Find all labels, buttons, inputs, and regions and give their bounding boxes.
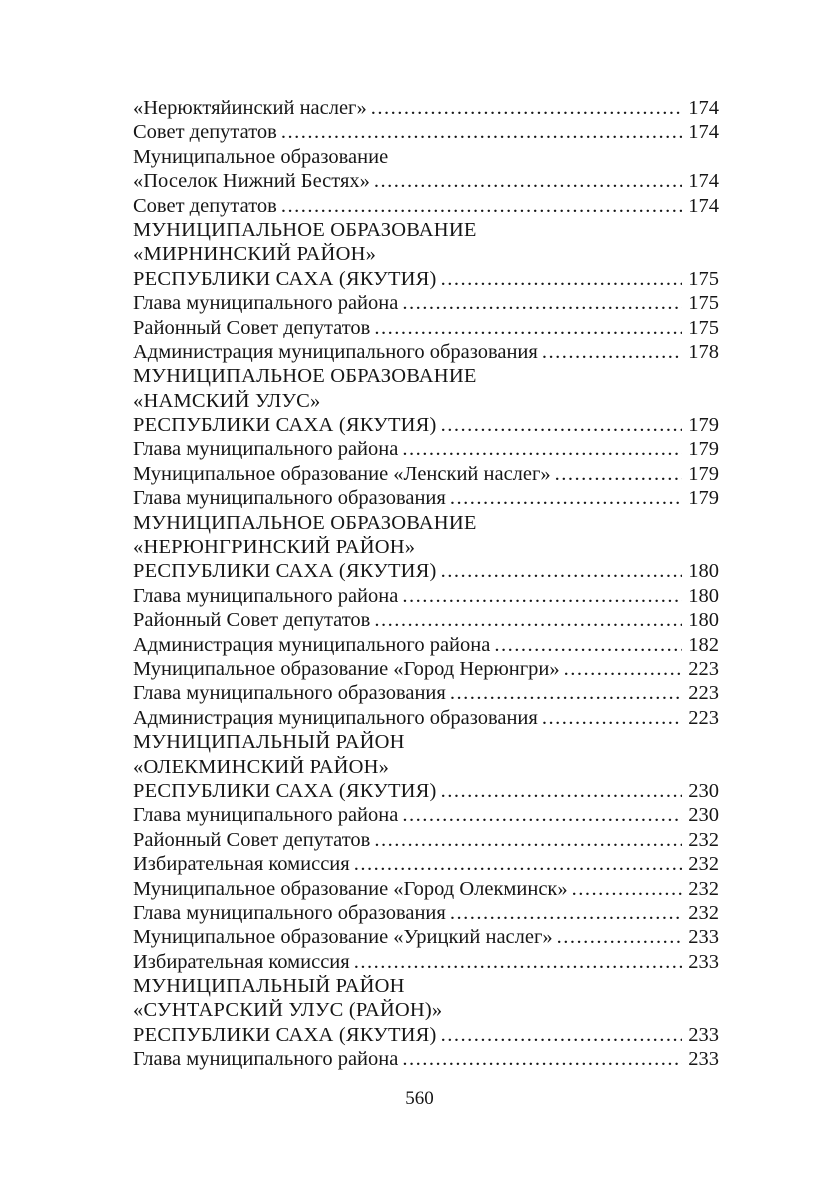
toc-page-number: 179 <box>688 414 719 437</box>
toc-page-number: 180 <box>688 560 719 583</box>
toc-page-number: 182 <box>688 633 719 656</box>
toc-entry-text: Администрация муниципального района <box>133 633 491 656</box>
dot-leader <box>281 194 682 218</box>
toc-heading-row <box>133 755 719 779</box>
toc-entry-text: Глава муниципального района <box>133 292 399 315</box>
toc-entry-row <box>133 803 719 827</box>
toc-heading-text: МУНИЦИПАЛЬНЫЙ РАЙОН <box>133 731 405 754</box>
dot-leader <box>450 486 682 510</box>
toc-entry-row <box>133 340 719 364</box>
toc-entry-text: Глава муниципального образования <box>133 682 446 705</box>
toc-entry-text: Муниципальное образование «Ленский наслег» <box>133 462 551 485</box>
toc-page-number: 233 <box>688 926 719 949</box>
toc-heading-row <box>133 511 719 535</box>
footer-page-number: 560 <box>405 1088 434 1109</box>
dot-leader <box>374 316 682 340</box>
toc-heading-row <box>133 389 719 413</box>
dot-leader <box>354 950 682 974</box>
toc-entry-row <box>133 291 719 315</box>
dot-leader <box>542 706 682 730</box>
toc-entry-text: Муниципальное образование «Город Олекминск» <box>133 877 568 900</box>
toc-heading-row <box>133 364 719 388</box>
dot-leader <box>441 267 682 291</box>
dot-leader <box>402 1047 682 1071</box>
toc-entry-row <box>133 486 719 510</box>
dot-leader <box>450 681 682 705</box>
toc-entry-text: Глава муниципального района <box>133 584 399 607</box>
toc-entry-row <box>133 657 719 681</box>
dot-leader <box>374 608 682 632</box>
toc-entry-row <box>133 925 719 949</box>
toc-entry-row <box>133 633 719 657</box>
toc-entry-row <box>133 950 719 974</box>
toc-heading-text: «МИРНИНСКИЙ РАЙОН» <box>133 243 377 266</box>
toc-entry-text: Муниципальное образование «Город Нерюнгри» <box>133 657 560 680</box>
toc-entry-row <box>133 194 719 218</box>
toc-heading-text: МУНИЦИПАЛЬНОЕ ОБРАЗОВАНИЕ <box>133 511 477 534</box>
toc-entry-text: Администрация муниципального образования <box>133 706 538 729</box>
toc-heading-row <box>133 413 719 437</box>
toc-page-number: 233 <box>688 1023 719 1046</box>
toc-heading-text: МУНИЦИПАЛЬНОЕ ОБРАЗОВАНИЕ <box>133 365 477 388</box>
toc-page-number: 178 <box>688 340 719 363</box>
toc-entry-text: Муниципальное образование <box>133 145 389 168</box>
toc-heading-row <box>133 1023 719 1047</box>
toc-entry-row <box>133 462 719 486</box>
dot-leader <box>441 1023 682 1047</box>
toc-page-number: 233 <box>688 950 719 973</box>
toc-entry-text: Глава муниципального района <box>133 438 399 461</box>
toc-heading-text: «НЕРЮНГРИНСКИЙ РАЙОН» <box>133 536 416 559</box>
toc-page-number: 175 <box>688 292 719 315</box>
toc-page-number: 180 <box>688 609 719 632</box>
toc-heading-row <box>133 242 719 266</box>
toc-entry-text: Глава муниципального образования <box>133 901 446 924</box>
toc-page-number: 232 <box>688 877 719 900</box>
toc-heading-text: МУНИЦИПАЛЬНЫЙ РАЙОН <box>133 975 405 998</box>
toc-heading-row <box>133 998 719 1022</box>
toc-entry-text: «Поселок Нижний Бестях» <box>133 170 370 193</box>
toc-page-number: 180 <box>688 584 719 607</box>
toc-page-number: 232 <box>688 828 719 851</box>
toc-page-number: 230 <box>688 779 719 802</box>
dot-leader <box>371 96 682 120</box>
toc-heading-row <box>133 535 719 559</box>
toc-heading-text: РЕСПУБЛИКИ САХА (ЯКУТИЯ) <box>133 560 437 583</box>
toc-entry-row <box>133 608 719 632</box>
dot-leader <box>555 462 682 486</box>
toc-page-number: 175 <box>688 316 719 339</box>
toc-entry-row <box>133 852 719 876</box>
toc-entry-row <box>133 437 719 461</box>
toc-heading-row <box>133 974 719 998</box>
toc-entry-text: Районный Совет депутатов <box>133 316 371 339</box>
toc-entry-row <box>133 584 719 608</box>
toc-entry-row <box>133 316 719 340</box>
dot-leader <box>281 120 682 144</box>
toc-heading-text: «НАМСКИЙ УЛУС» <box>133 389 321 412</box>
toc-entry-text: Районный Совет депутатов <box>133 828 371 851</box>
toc-page-number: 230 <box>688 804 719 827</box>
toc-page-number: 223 <box>688 682 719 705</box>
dot-leader <box>441 413 682 437</box>
toc-entry-text: «Нерюктяйинский наслег» <box>133 97 367 119</box>
dot-leader <box>374 828 682 852</box>
toc-entry-row <box>133 681 719 705</box>
toc-page-number: 174 <box>688 121 719 144</box>
toc-entry-row <box>133 120 719 144</box>
toc-page-number: 174 <box>688 97 719 119</box>
toc-page-number: 174 <box>688 194 719 217</box>
toc-page-number: 179 <box>688 487 719 510</box>
toc-heading-text: РЕСПУБЛИКИ САХА (ЯКУТИЯ) <box>133 414 437 437</box>
toc-entry-row <box>133 901 719 925</box>
toc-entry-row <box>133 828 719 852</box>
toc-entry-text: Глава муниципального района <box>133 1048 399 1071</box>
toc-page-number: 223 <box>688 657 719 680</box>
toc-entry-row <box>133 1047 719 1071</box>
toc-list <box>133 96 719 1072</box>
toc-entry-row <box>133 145 719 169</box>
toc-entry-text: Совет депутатов <box>133 194 277 217</box>
toc-entry-text: Администрация муниципального образования <box>133 340 538 363</box>
dot-leader <box>441 779 682 803</box>
toc-heading-text: РЕСПУБЛИКИ САХА (ЯКУТИЯ) <box>133 1023 437 1046</box>
toc-heading-row <box>133 218 719 242</box>
toc-heading-text: РЕСПУБЛИКИ САХА (ЯКУТИЯ) <box>133 267 437 290</box>
dot-leader <box>402 291 682 315</box>
toc-page-number: 233 <box>688 1048 719 1071</box>
toc-heading-text: МУНИЦИПАЛЬНОЕ ОБРАЗОВАНИЕ <box>133 218 477 241</box>
dot-leader <box>441 559 682 583</box>
toc-heading-text: «СУНТАРСКИЙ УЛУС (РАЙОН)» <box>133 999 443 1022</box>
dot-leader <box>542 340 682 364</box>
toc-entry-text: Муниципальное образование «Урицкий наслег» <box>133 926 553 949</box>
toc-entry-text: Глава муниципального образования <box>133 487 446 510</box>
toc-page-number: 179 <box>688 438 719 461</box>
toc-entry-text: Совет депутатов <box>133 121 277 144</box>
dot-leader <box>354 852 682 876</box>
toc-heading-row <box>133 559 719 583</box>
dot-leader <box>402 437 682 461</box>
toc-heading-row <box>133 779 719 803</box>
toc-entry-text: Районный Совет депутатов <box>133 609 371 632</box>
toc-heading-text: РЕСПУБЛИКИ САХА (ЯКУТИЯ) <box>133 779 437 802</box>
dot-leader <box>572 877 682 901</box>
dot-leader <box>557 925 682 949</box>
toc-page-number: 232 <box>688 901 719 924</box>
dot-leader <box>402 584 682 608</box>
toc-entry-text: Избирательная комиссия <box>133 853 350 876</box>
toc-page-number: 223 <box>688 706 719 729</box>
toc-page-number: 232 <box>688 853 719 876</box>
dot-leader <box>494 633 682 657</box>
dot-leader <box>402 803 682 827</box>
toc-entry-row <box>133 706 719 730</box>
toc-page-number: 174 <box>688 170 719 193</box>
toc-entry-row <box>133 96 719 120</box>
toc-entry-text: Глава муниципального района <box>133 804 399 827</box>
dot-leader <box>564 657 682 681</box>
dot-leader <box>450 901 682 925</box>
toc-entry-row <box>133 169 719 193</box>
toc-heading-row <box>133 730 719 754</box>
toc-page-number: 179 <box>688 462 719 485</box>
toc-entry-text: Избирательная комиссия <box>133 950 350 973</box>
toc-entry-row <box>133 877 719 901</box>
toc-heading-row <box>133 267 719 291</box>
toc-page-number: 175 <box>688 267 719 290</box>
dot-leader <box>374 169 682 193</box>
toc-heading-text: «ОЛЕКМИНСКИЙ РАЙОН» <box>133 755 390 778</box>
